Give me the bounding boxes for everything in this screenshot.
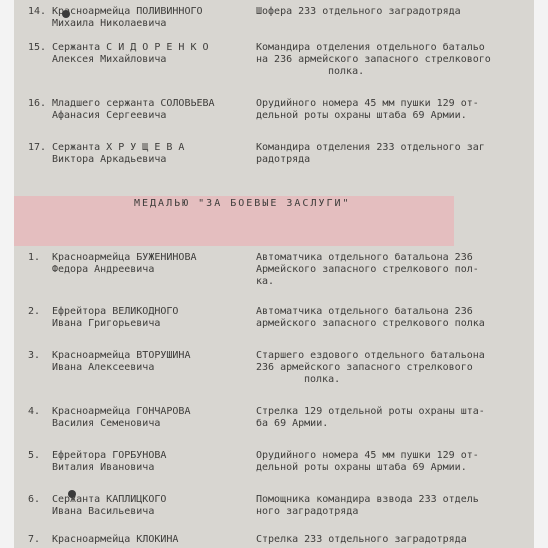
entry-description-line: Командира отделения отдельного батальо xyxy=(256,42,485,53)
entry-rank-surname: Ефрейтора ГОРБУНОВА xyxy=(52,450,167,461)
entry-rank-surname: Красноармейца БУЖЕНИНОВА xyxy=(52,252,197,263)
entry-description-line: ного заградотряда xyxy=(256,506,359,517)
entry-description-line: дельной роты охраны штаба 69 Армии. xyxy=(256,462,467,473)
entry-description-line: Старшего ездового отдельного батальона xyxy=(256,350,485,361)
entry-description-line: Автоматчика отдельного батальона 236 xyxy=(256,252,473,263)
entry-name xyxy=(52,142,262,166)
entry-description-line: радотряда xyxy=(256,154,311,165)
entry-name xyxy=(52,350,262,374)
entry-description xyxy=(256,494,521,518)
entry-number: 14. xyxy=(27,6,46,17)
entry-given-names: Ивана Алексеевича xyxy=(52,362,155,373)
scan-border-right xyxy=(534,0,548,548)
entry-rank-surname: Ефрейтора ВЕЛИКОДНОГО xyxy=(52,306,179,317)
entry-number: 2. xyxy=(27,306,40,317)
entry-name xyxy=(52,252,262,276)
entry-number: 3. xyxy=(27,350,40,361)
entry-name xyxy=(52,450,262,474)
entry-number: 1. xyxy=(27,252,40,263)
entry-description-line: ка. xyxy=(256,276,275,287)
entry-description-line: полка. xyxy=(304,374,341,385)
entry-description-line: Шофера 233 отдельного заградотряда xyxy=(256,6,461,17)
entry-rank-surname: Сержанта Х Р У Щ Е В А xyxy=(52,142,185,153)
entry-description-line: дельной роты охраны штаба 69 Армии. xyxy=(256,110,467,121)
entry-description-line: на 236 армейского запасного стрелкового xyxy=(256,54,491,65)
entry-description-line: армейского запасного стрелкового полка xyxy=(256,318,485,329)
entry-number: 7. xyxy=(27,534,40,545)
entry-name xyxy=(52,494,262,518)
entry-description xyxy=(256,42,521,78)
entry-number: 4. xyxy=(27,406,40,417)
entry-description-line: Стрелка 233 отдельного заградотряда xyxy=(256,534,467,545)
entry-number: 5. xyxy=(27,450,40,461)
entry-description-line: Орудийного номера 45 мм пушки 129 от- xyxy=(256,450,479,461)
entry-rank-surname: Сержанта КАПЛИЦКОГО xyxy=(52,494,167,505)
entry-name xyxy=(52,534,262,546)
entry-description xyxy=(256,534,521,546)
entry-rank-surname: Сержанта С И Д О Р Е Н К О xyxy=(52,42,209,53)
section-heading: МЕДАЛЬЮ "ЗА БОЕВЫЕ ЗАСЛУГИ" xyxy=(134,198,351,209)
entry-description xyxy=(256,98,521,122)
entry-name xyxy=(52,6,262,30)
scan-border-left xyxy=(0,0,14,548)
entry-number: 17. xyxy=(27,142,46,153)
entry-name xyxy=(52,306,262,330)
entry-description xyxy=(256,252,521,288)
entry-given-names: Алексея Михайловича xyxy=(52,54,167,65)
entry-number: 15. xyxy=(27,42,46,53)
entry-description xyxy=(256,350,521,386)
entry-given-names: Михаила Николаевича xyxy=(52,18,167,29)
entry-name xyxy=(52,98,262,122)
entry-number: 6. xyxy=(27,494,40,505)
entry-description-line: Стрелка 129 отдельной роты охраны шта- xyxy=(256,406,485,417)
entry-given-names: Виталия Ивановича xyxy=(52,462,155,473)
entry-description xyxy=(256,142,521,166)
entry-rank-surname: Красноармейца КЛОКИНА xyxy=(52,534,179,545)
entry-description-line: Командира отделения 233 отдельного заг xyxy=(256,142,485,153)
entry-description-line: Орудийного номера 45 мм пушки 129 от- xyxy=(256,98,479,109)
entry-rank-surname: Красноармейца ВТОРУШИНА xyxy=(52,350,191,361)
entry-description-line: Помощника командира взвода 233 отдель xyxy=(256,494,479,505)
document-page xyxy=(14,0,534,548)
entry-given-names: Ивана Григорьевича xyxy=(52,318,161,329)
entry-description-line: полка. xyxy=(328,66,365,77)
entry-given-names: Ивана Васильевича xyxy=(52,506,155,517)
entry-rank-surname: Младшего сержанта СОЛОВЬЕВА xyxy=(52,98,215,109)
entry-description xyxy=(256,306,521,330)
entry-description-line: Автоматчика отдельного батальона 236 xyxy=(256,306,473,317)
entry-description xyxy=(256,6,521,18)
entry-name xyxy=(52,406,262,430)
entry-description-line: 236 армейского запасного стрелкового xyxy=(256,362,473,373)
entry-description xyxy=(256,450,521,474)
entry-description xyxy=(256,406,521,430)
entry-given-names: Виктора Аркадьевича xyxy=(52,154,167,165)
entry-given-names: Афанасия Сергеевича xyxy=(52,110,167,121)
entry-given-names: Федора Андреевича xyxy=(52,264,155,275)
entry-number: 16. xyxy=(27,98,46,109)
entry-rank-surname: Красноармейца ГОНЧАРОВА xyxy=(52,406,191,417)
entry-description-line: ба 69 Армии. xyxy=(256,418,329,429)
entry-given-names: Василия Семеновича xyxy=(52,418,161,429)
entry-description-line: Армейского запасного стрелкового пол- xyxy=(256,264,479,275)
entry-rank-surname: Красноармейца ПОЛИВИННОГО xyxy=(52,6,203,17)
entry-name xyxy=(52,42,262,66)
